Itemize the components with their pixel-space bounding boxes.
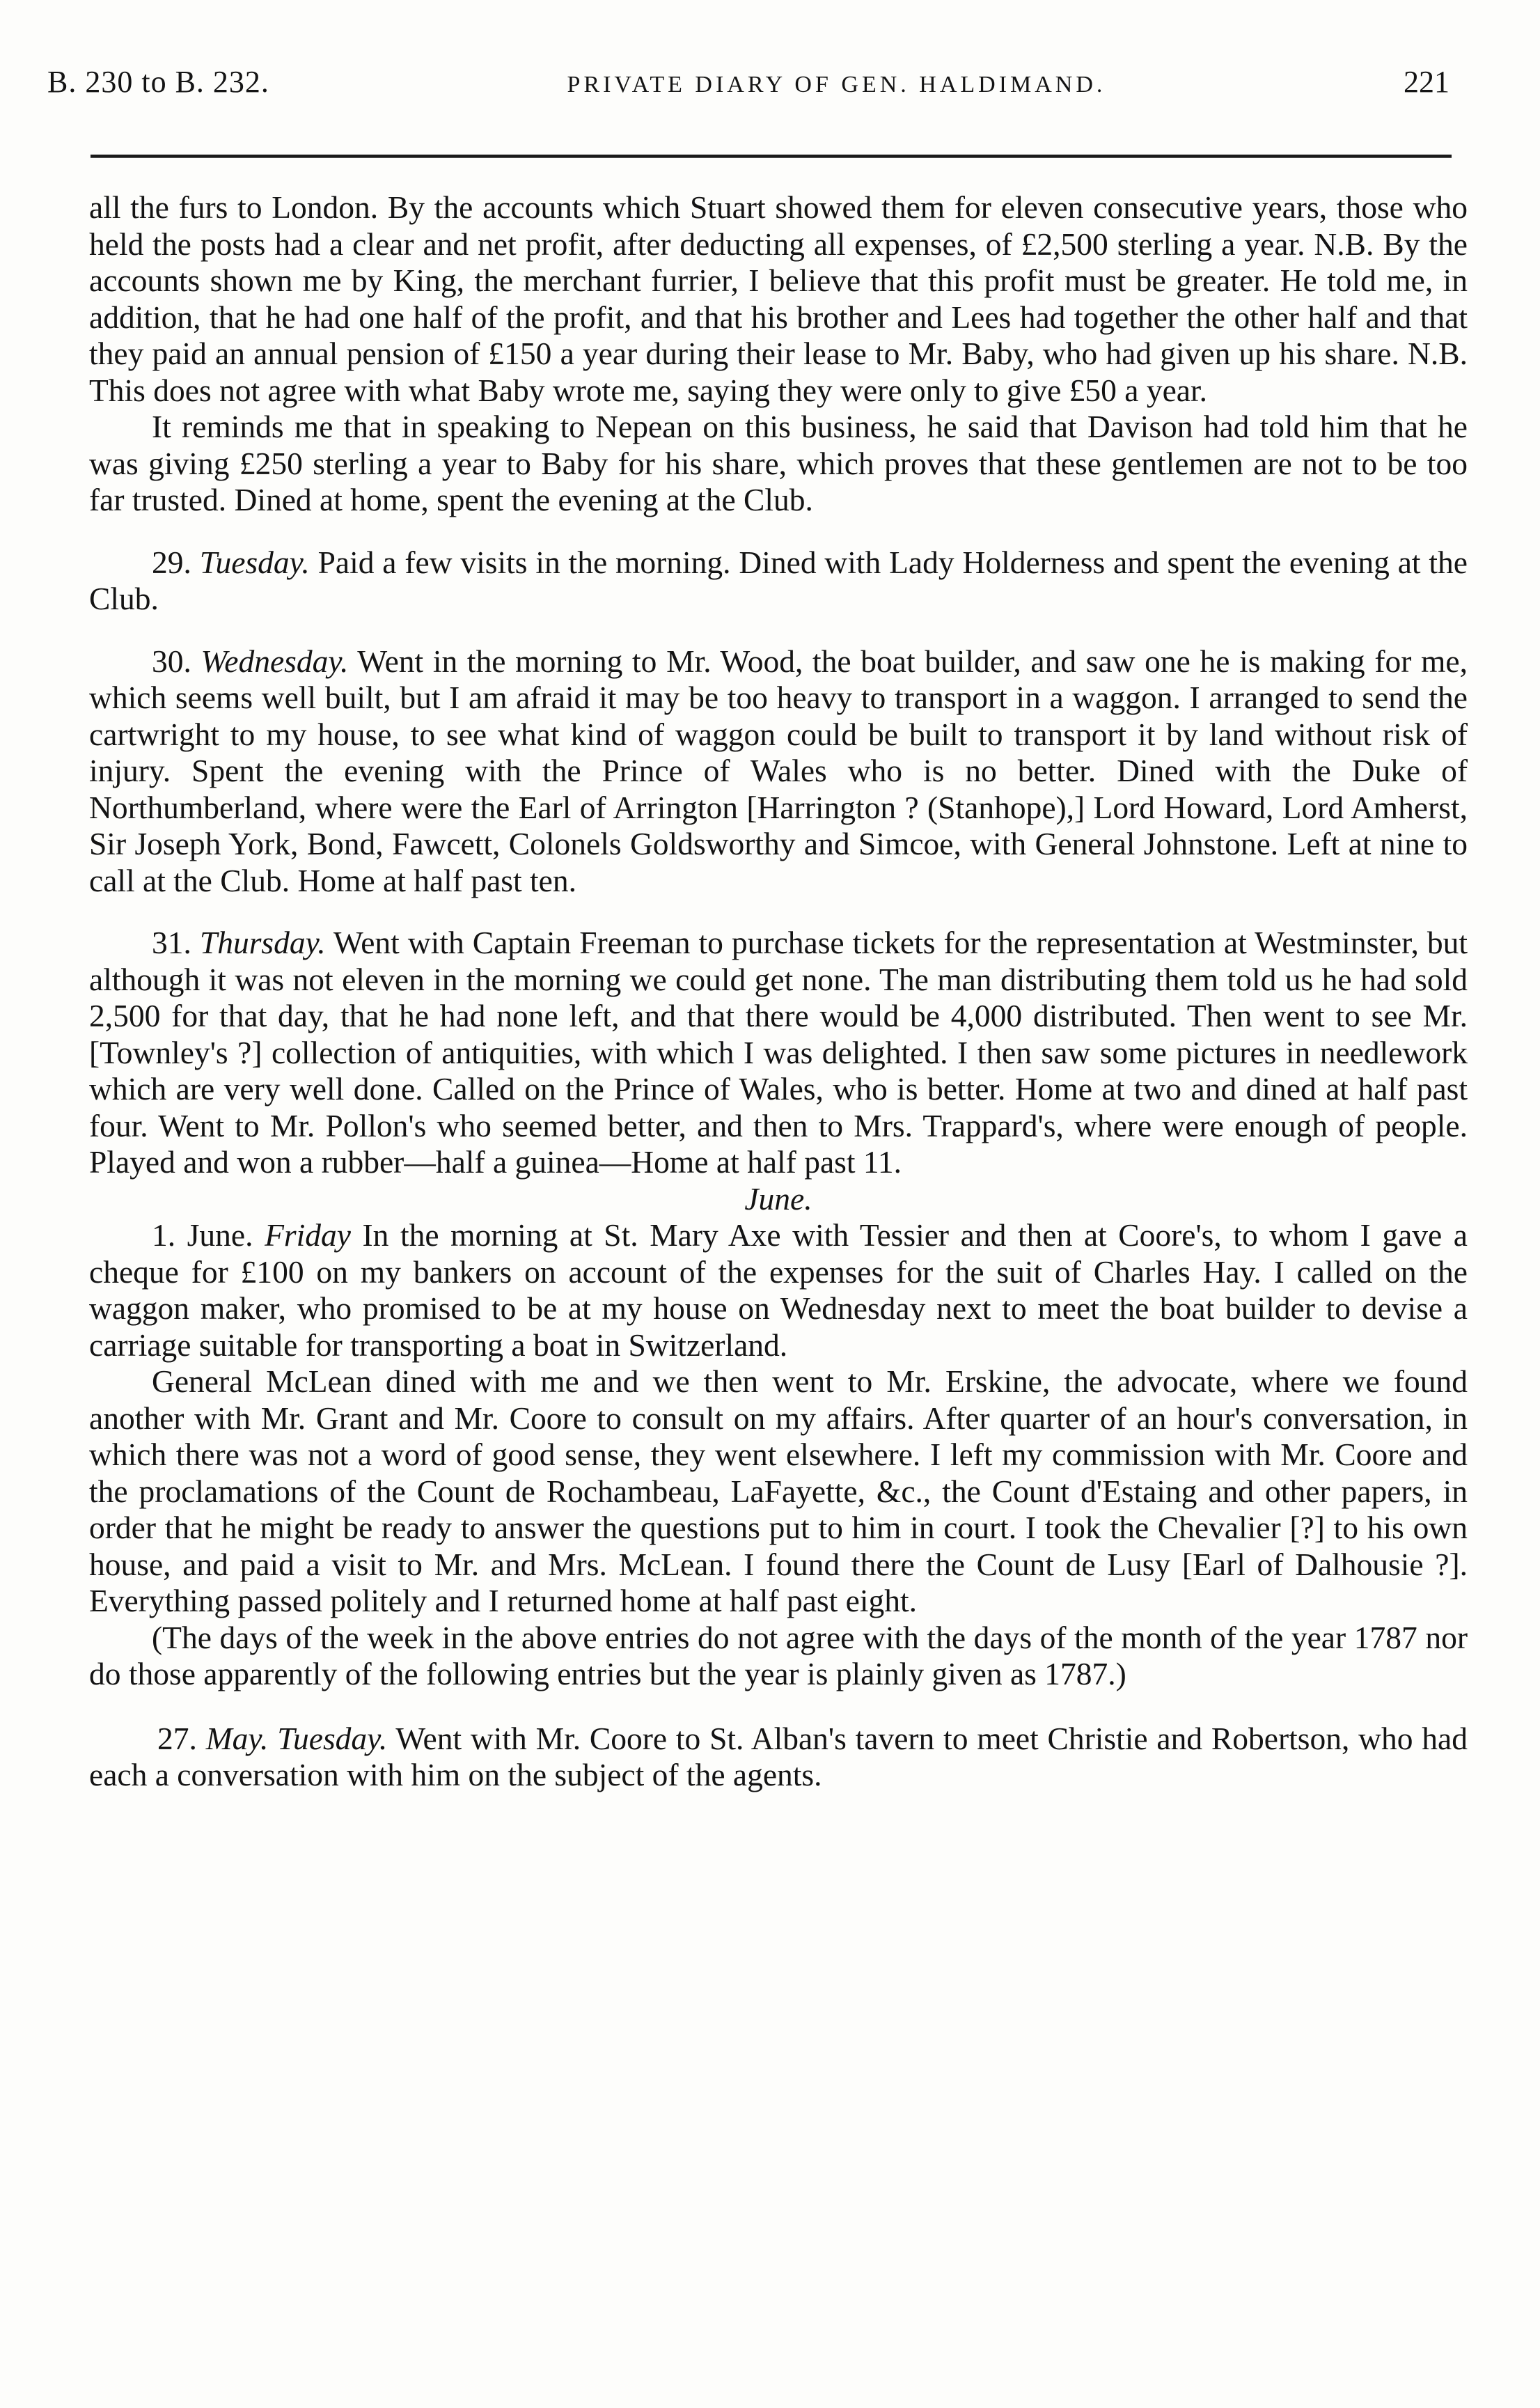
entry-weekday: Thursday. <box>199 925 326 960</box>
entry-weekday: Tuesday. <box>277 1720 388 1756</box>
paragraph-mclean: General McLean dined with me and we then went to Mr. Erskine, the advocate, where we found another with Mr. Grant and Mr. Coore to consult on my affairs. After quarter of an hour's conversation, in which there was not a word of good sense, they went elsewhere. I left my commission with Mr. Coore and the proclamations of the Count de Rochambeau, LaFayette, &c., the Count d'Estaing and other papers, in order that he might be ready to answer the questions put to him in court. I took the Chevalier [?] to his own house, and paid a visit to Mr. and Mrs. McLean. I found there the Count de Lusy [Earl of Dalhousie ?]. Everything passed politely and I returned home at half past eight. <box>89 1363 1468 1618</box>
section-heading-june: June. <box>744 1180 812 1217</box>
page-range-label: B. 230 to B. 232. <box>47 65 269 99</box>
header-rule <box>91 155 1452 158</box>
entry-weekday: Wednesday. <box>201 643 349 679</box>
spacer <box>89 899 1468 925</box>
entry-text: Went with Captain Freeman to purchase tickets for the representation at Westminster, but although it was not eleven in the morning we could get none. The man distributing them told us he had sold 2,500 for that day, that he had none left, and that there would be 4,000 distributed. Then went to see Mr. [Townley's ?] collection of antiquities, with which I was delighted. I then saw some pictures in needlework which are very well done. Called on the Prince of Wales, who is better. Home at two and dined at half past four. Went to Mr. Pollon's who seemed better, and then to Mrs. Trappard's, where were enough of people. Played and won a rubber—half a guinea—Home at half past 11. <box>89 925 1468 1180</box>
paragraph-editorial-note: (The days of the week in the above entries do not agree with the days of the month of the year 1787 nor do those apparently of the following entries but the year is plainly given as 1787.) <box>89 1619 1468 1691</box>
entry-weekday: Friday <box>265 1217 351 1253</box>
entry-may-29 <box>89 545 1468 618</box>
entry-text: Paid a few visits in the morning. Dined with Lady Holderness and spent the evening at the Club. <box>89 544 1468 616</box>
page-number: 221 <box>1404 65 1449 99</box>
entry-weekday: Tuesday. <box>199 544 310 580</box>
spacer <box>89 1693 1468 1721</box>
paragraph-fur-accounts: all the furs to London. By the accounts which Stuart showed them for eleven consecutive years, those who held the posts had a clear and net profit, after deducting all expenses, of £2,500 sterling a year. N.B. By the accounts shown me by King, the merchant furrier, I believe that this profit must be greater. He told me, in addition, that he had one half of the profit, and that his brother and Lees had together the other half and that they paid an annual pension of £150 a year during their lease to Mr. Baby, who had given up his share. N.B. This does not agree with what Baby wrote me, saying they were only to give £50 a year. <box>89 189 1468 408</box>
entry-number: 31. <box>152 925 191 960</box>
entry-may-30 <box>89 643 1468 900</box>
paragraph-nepean: It reminds me that in speaking to Nepean on this business, he said that Davison had told him that he was giving £250 sterling a year to Baby for his share, which proves that these gentlemen are not to be too far trusted. Dined at home, spent the evening at the Club. <box>89 409 1468 517</box>
spacer <box>89 618 1468 643</box>
running-header <box>47 64 1449 106</box>
entry-number: 30. <box>152 643 191 679</box>
entry-june-1 <box>89 1217 1468 1363</box>
running-title: PRIVATE DIARY OF GEN. HALDIMAND. <box>567 72 1106 97</box>
entry-may-31 <box>89 925 1468 1181</box>
entry-may-27 <box>89 1721 1468 1794</box>
diary-text <box>89 189 1468 1794</box>
entry-number: 1. June. <box>152 1217 253 1253</box>
entry-number: 29. <box>152 544 191 580</box>
entry-month: May. <box>205 1720 269 1756</box>
entry-text: Went in the morning to Mr. Wood, the boat builder, and saw one he is making for me, which seems well built, but I am afraid it may be too heavy to transport in a waggon. I arranged to send the cartwright to my house, to see what kind of waggon could be built to transport it by land without risk of injury. Spent the evening with the Prince of Wales who is no better. Dined with the Duke of Northumberland, where were the Earl of Arrington [Harrington ? (Stanhope),] Lord Howard, Lord Amherst, Sir Joseph York, Bond, Fawcett, Colonels Goldsworthy and Simcoe, with General Johnstone. Left at nine to call at the Club. Home at half past ten. <box>89 643 1468 898</box>
entry-text: In the morning at St. Mary Axe with Tessier and then at Coore's, to whom I gave a cheque for £100 on my bankers on account of the expenses for the suit of Charles Hay. I called on the waggon maker, who promised to be at my house on Wednesday next to meet the boat builder to devise a carriage suitable for transporting a boat in Switzerland. <box>89 1217 1468 1363</box>
entry-number: 27. <box>157 1720 197 1756</box>
entry-text: Went with Mr. Coore to St. Alban's tavern to meet Christie and Robertson, who had each a conversation with him on the subject of the agents. <box>89 1720 1468 1792</box>
spacer <box>89 519 1468 545</box>
